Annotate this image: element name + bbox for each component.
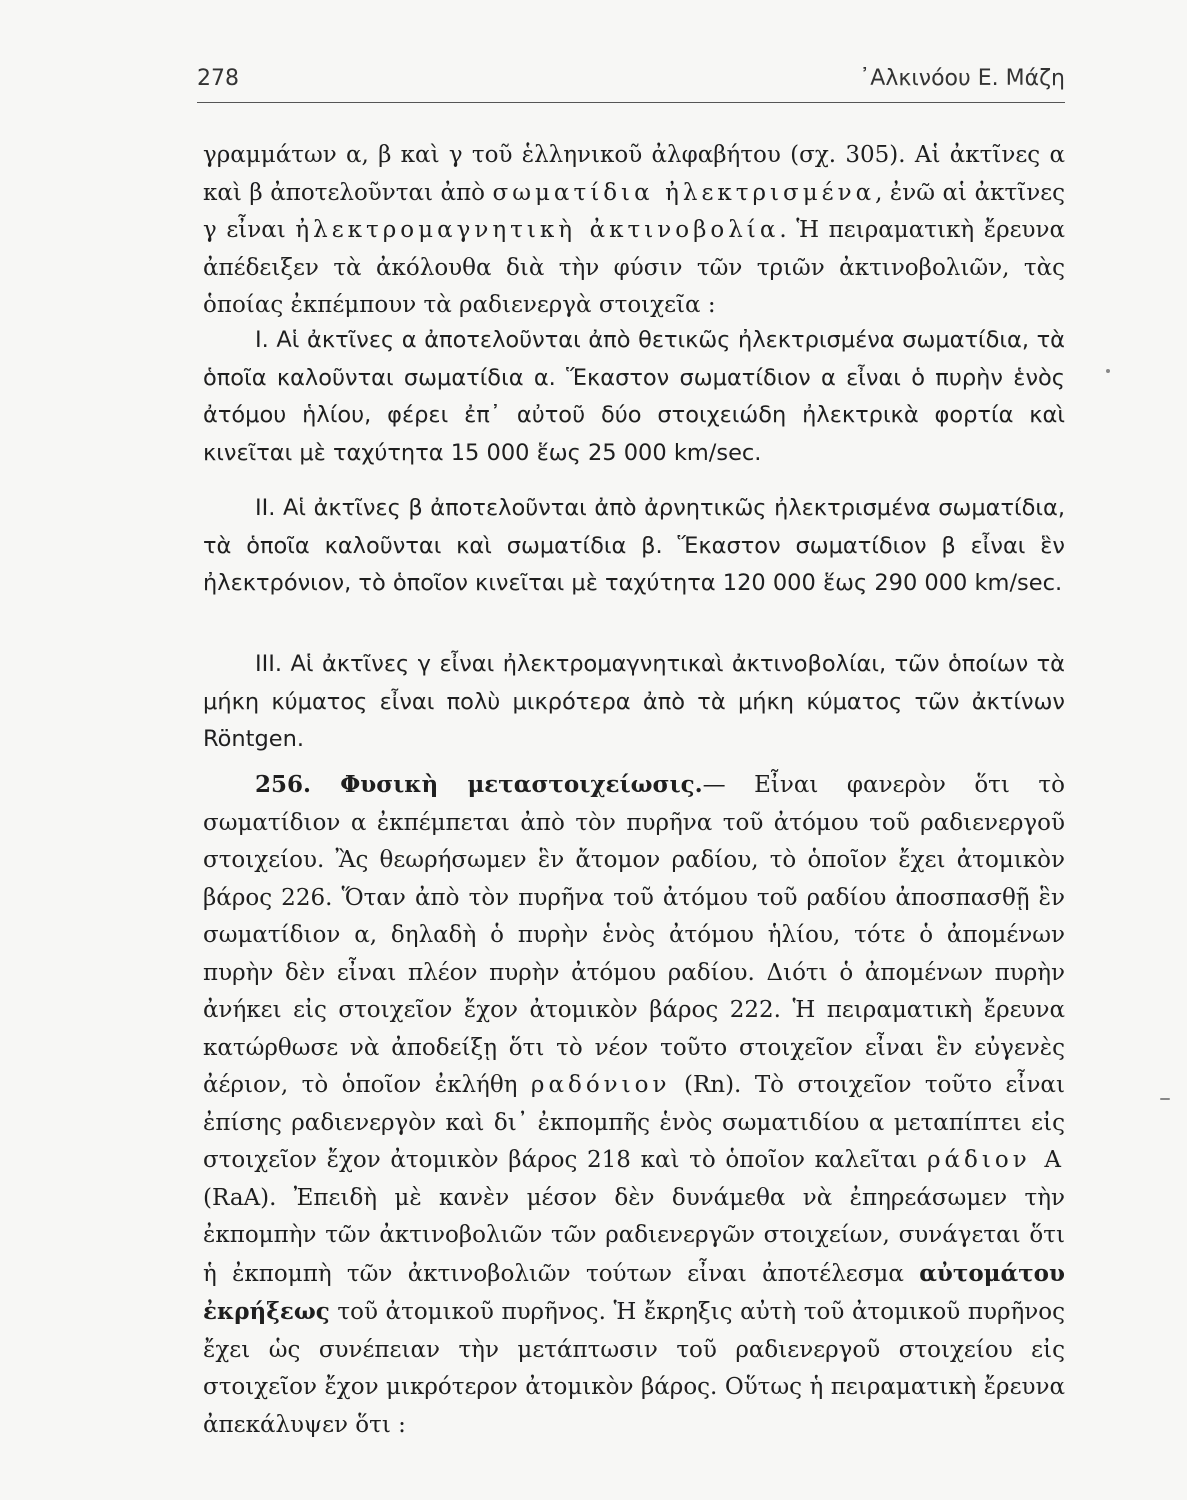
list-item-3 — [203, 646, 1065, 759]
intro-spaced-1: σωματίδια ἠλεκτρισμένα — [492, 179, 876, 206]
intro-spaced-2: ἠλεκτρομαγνητικὴ ἀκτινοβολία — [295, 217, 780, 243]
running-author: ᾿Αλκινόου Ε. Μάζη — [859, 66, 1065, 91]
list-item-1 — [203, 322, 1065, 472]
list-item-1-text: I. Αἱ ἀκτῖνες α ἀποτελοῦνται ἀπὸ θετικῶς ἠλεκτρισμένα σωματίδια, τὰ ὁποῖα καλοῦνται σωματίδια α. Ἕκαστον σωματίδιον α εἶναι ὁ πυρὴν ἑνὸς ἀτόμου ἡλίου, φέρει ἐπ᾿ αὐτοῦ δύο στοιχειώδη ἠλεκτρικὰ φορτία καὶ κινεῖται μὲ ταχύτητα 15 000 ἕως 25 000 km/sec. — [203, 327, 1065, 466]
section-spaced-radium-a: ράδιον Α — [927, 1147, 1066, 1173]
header-rule — [197, 102, 1065, 103]
page-number: 278 — [197, 66, 239, 91]
paper-speck — [1106, 369, 1110, 373]
intro-text-1: γραμμάτων α, β καὶ γ τοῦ ἑλληνικοῦ ἀλφαβήτου (σχ. 305). Αἱ ἀκτῖνες α καὶ β ἀποτελοῦνται ἀπὸ — [203, 142, 1065, 206]
section-spaced-radon: ραδόνιον — [530, 1072, 671, 1098]
list-item-2 — [203, 490, 1065, 603]
section-paragraph — [203, 766, 1065, 1444]
list-item-3-text: III. Αἱ ἀκτῖνες γ εἶναι ἠλεκτρομαγνητικαὶ ἀκτινοβολίαι, τῶν ὁποίων τὰ μήκη κύματος εἶναι πολὺ μικρότερα ἀπὸ τὰ μήκη κύματος τῶν ἀκτίνων Röntgen. — [203, 651, 1065, 752]
intro-text-2: , ἐνῶ αἱ ἀκτῖνες γ εἶναι — [203, 179, 1065, 243]
section-text-2: (Rn). Τὸ στοιχεῖον τοῦτο εἶναι ἐπίσης ραδιενεργὸν καὶ δι᾿ ἐκπομπῆς ἑνὸς σωματιδίου α μεταπίπτει εἰς στοιχεῖον ἔχον ἀτομικὸν βάρος 218 καὶ τὸ ὁποῖον καλεῖται — [203, 1072, 1065, 1173]
section-text-3: (RaA). Ἐπειδὴ μὲ κανὲν μέσον δὲν δυνάμεθα νὰ ἐπηρεάσωμεν τὴν ἐκπομπὴν τῶν ἀκτινοβολιῶν τῶν ραδιενεργῶν στοιχείων, συνάγεται ὅτι ἡ ἐκπομπὴ τῶν ἀκτινοβολιῶν τούτων εἶναι ἀποτέλεσμα — [203, 1184, 1065, 1287]
section-heading: 256. Φυσικὴ μεταστοιχείωσις. — [255, 771, 703, 798]
paper-speck — [1160, 1098, 1170, 1100]
intro-text-3: . Ἡ πειραματικὴ ἔρευνα ἀπέδειξεν τὰ ἀκόλουθα διὰ τὴν φύσιν τῶν τριῶν ἀκτινοβολιῶν, τὰς ὁποίας ἐκπέμπουν τὰ ραδιενεργὰ στοιχεῖα : — [203, 217, 1065, 318]
section-bold-phrase: αὐτομάτου ἐκρήξεως — [203, 1259, 1065, 1325]
running-header — [197, 66, 1065, 96]
intro-paragraph — [203, 137, 1065, 325]
list-item-2-text: II. Αἱ ἀκτῖνες β ἀποτελοῦνται ἀπὸ ἀρνητικῶς ἠλεκτρισμένα σωματίδια, τὰ ὁποῖα καλοῦνται καὶ σωματίδια β. Ἕκαστον σωματίδιον β εἶναι ἓν ἠλεκτρόνιον, τὸ ὁποῖον κινεῖται μὲ ταχύτητα 120 000 ἕως 290 000 km/sec. — [203, 495, 1065, 596]
section-text-1: — Εἶναι φανερὸν ὅτι τὸ σωματίδιον α ἐκπέμπεται ἀπὸ τὸν πυρῆνα τοῦ ἀτόμου τοῦ ραδιενεργοῦ στοιχείου. Ἂς θεωρήσωμεν ἓν ἄτομον ραδίου, τὸ ὁποῖον ἔχει ἀτομικὸν βάρος 226. Ὅταν ἀπὸ τὸν πυρῆνα τοῦ ἀτόμου τοῦ ραδίου ἀποσπασθῇ ἓν σωματίδιον α, δηλαδὴ ὁ πυρὴν ἑνὸς ἀτόμου ἡλίου, τότε ὁ ἀπομένων πυρὴν δὲν εἶναι πλέον πυρὴν ἀτόμου ραδίου. Διότι ὁ ἀπομένων πυρὴν ἀνήκει εἰς στοιχεῖον ἔχον ἀτομικὸν βάρος 222. Ἡ πειραματικὴ ἔρευνα κατώρθωσε νὰ ἀποδείξῃ ὅτι τὸ νέον τοῦτο στοιχεῖον εἶναι ἓν εὐγενὲς ἀέριον, τὸ ὁποῖον ἐκλήθη — [203, 772, 1065, 1098]
section-text-4: τοῦ ἀτομικοῦ πυρῆνος. Ἡ ἔκρηξις αὐτὴ τοῦ ἀτομικοῦ πυρῆνος ἔχει ὡς συνέπειαν τὴν μετάπτωσιν τοῦ ραδιενεργοῦ στοιχείου εἰς στοιχεῖον ἔχον μικρότερον ἀτομικὸν βάρος. Οὕτως ἡ πειραματικὴ ἔρευνα ἀπεκάλυψεν ὅτι : — [203, 1299, 1065, 1438]
